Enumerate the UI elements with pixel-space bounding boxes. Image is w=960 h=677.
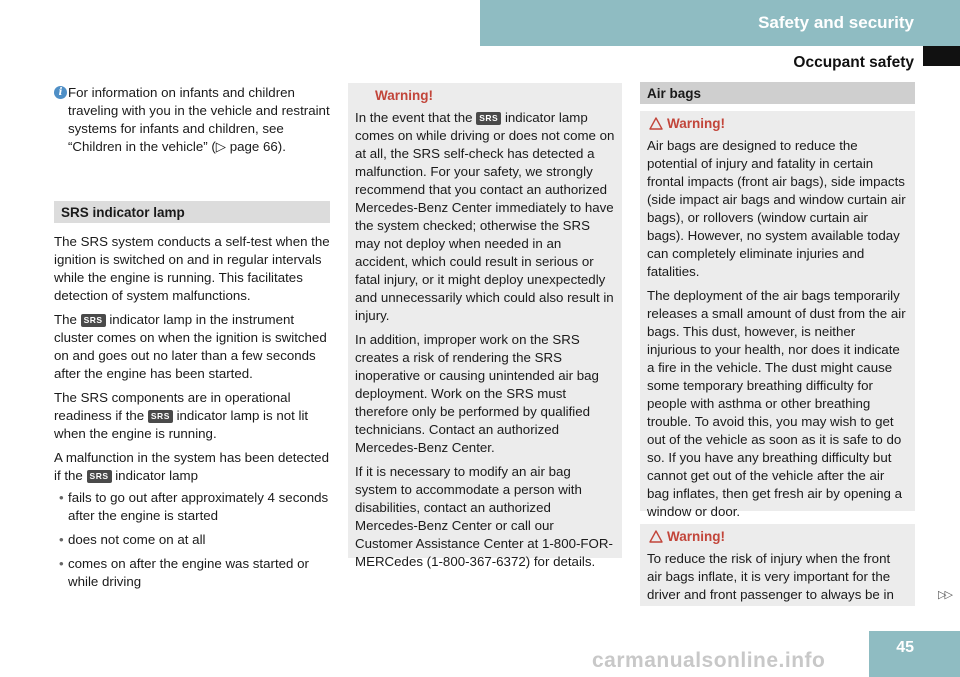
list-item: • does not come on at all xyxy=(54,531,330,549)
warning-box-front-air-bags xyxy=(640,524,915,606)
srs-indicator-heading: SRS indicator lamp xyxy=(54,201,330,223)
column-left xyxy=(54,84,330,597)
chapter-title: Safety and security xyxy=(758,13,914,32)
srs-indicator-icon: SRS xyxy=(81,314,106,327)
page-number-tab xyxy=(869,631,960,677)
srs-para-1: The SRS system conducts a self-test when the ignition is switched on and in regular intervals while the engine is running. This facilitates detection of system malfunctions. xyxy=(54,234,330,303)
warning-para-2: In addition, improper work on the SRS creates a risk of rendering the SRS inoperative or causing unintended air bag deployment. Work on the SRS must therefore only be performed by qualified technicians. Contact an authorized Mercedes-Benz Center. xyxy=(355,332,599,455)
srs-indicator-icon: SRS xyxy=(87,470,112,483)
warning-para-2: The deployment of the air bags temporarily releases a small amount of dust from the air bags. This dust, however, is neither injurious to your health, nor does it indicate a fire in the vehicle. The dust might cause some temporary breathing difficulty for people with asthma or other breathing trouble. To avoid this, you may wish to get out of the vehicle as soon as it is safe to do so. If you have any breathing difficulty but cannot get out of the vehicle after the air bag inflates, then get fresh air by opening a window or door. xyxy=(647,288,906,519)
warning-para-1: To reduce the risk of injury when the front air bags inflate, it is very important for the driver and front passenger to always be in xyxy=(647,551,894,602)
info-note xyxy=(54,84,330,186)
page-number: 45 xyxy=(896,639,914,656)
warning-box-air-bags xyxy=(640,111,915,519)
warning-title: Warning! xyxy=(647,528,908,546)
warning-box-srs xyxy=(348,83,622,569)
srs-para-4: A malfunction in the system has been detected if the SRS indicator lamp xyxy=(54,450,329,483)
column-right xyxy=(640,82,915,606)
warning-title: Warning! xyxy=(647,115,908,133)
column-middle xyxy=(348,83,622,569)
warning-title: Warning! xyxy=(355,87,615,105)
section-title: Occupant safety xyxy=(793,54,914,71)
warning-para-3: If it is necessary to modify an air bag system to accommodate a person with disabilities, contact an authorized Mercedes-Benz Center or call our Customer Assistance Center at 1-800-FOR-MERCedes (1-800-367-6372) for details. xyxy=(355,464,613,569)
warning-triangle-icon xyxy=(649,530,663,543)
chapter-tab xyxy=(480,0,960,46)
watermark: carmanualsonline.info xyxy=(592,649,826,672)
list-item: • comes on after the engine was started or while driving xyxy=(54,555,330,591)
warning-para-1: In the event that the SRS indicator lamp comes on while driving or does not come on at all, the SRS self-check has detected a malfunction. For your safety, we strongly recommend that you contact an authorized Mercedes-Benz Center immediately to have the system checked; otherwise the SRS may not deploy when needed in an accident, which could result in serious or fatal injury, or it might deploy unexpectedly and unnecessarily which could also result in injury. xyxy=(355,110,615,323)
srs-para-3: The SRS components are in operational readiness if the SRS indicator lamp is not lit when the engine is running. xyxy=(54,390,309,441)
info-icon: i xyxy=(54,86,67,99)
list-item: • fails to go out after approximately 4 seconds after the engine is started xyxy=(54,489,330,525)
warning-para-1: Air bags are designed to reduce the potential of injury and fatality in certain frontal impacts (front air bags), side impacts (side impact air bags and window curtain air bags), or rollovers (window curtain air bags). However, no system available today can completely eliminate injuries and fatalities. xyxy=(647,138,906,279)
srs-indicator-icon: SRS xyxy=(148,410,173,423)
warning-triangle-icon xyxy=(649,117,663,130)
air-bags-heading: Air bags xyxy=(640,82,915,104)
info-note-text: For information on infants and children traveling with you in the vehicle and restraint systems for infants and children, see “Children in the vehicle” (▷ page 66). xyxy=(68,85,330,154)
srs-indicator-icon: SRS xyxy=(476,112,501,125)
continue-icon: ▷▷ xyxy=(938,589,951,601)
srs-para-2: The SRS indicator lamp in the instrument cluster comes on when the ignition is switched on and goes out no later than a few seconds after the engine has been started. xyxy=(54,312,327,381)
section-marker xyxy=(923,46,960,66)
